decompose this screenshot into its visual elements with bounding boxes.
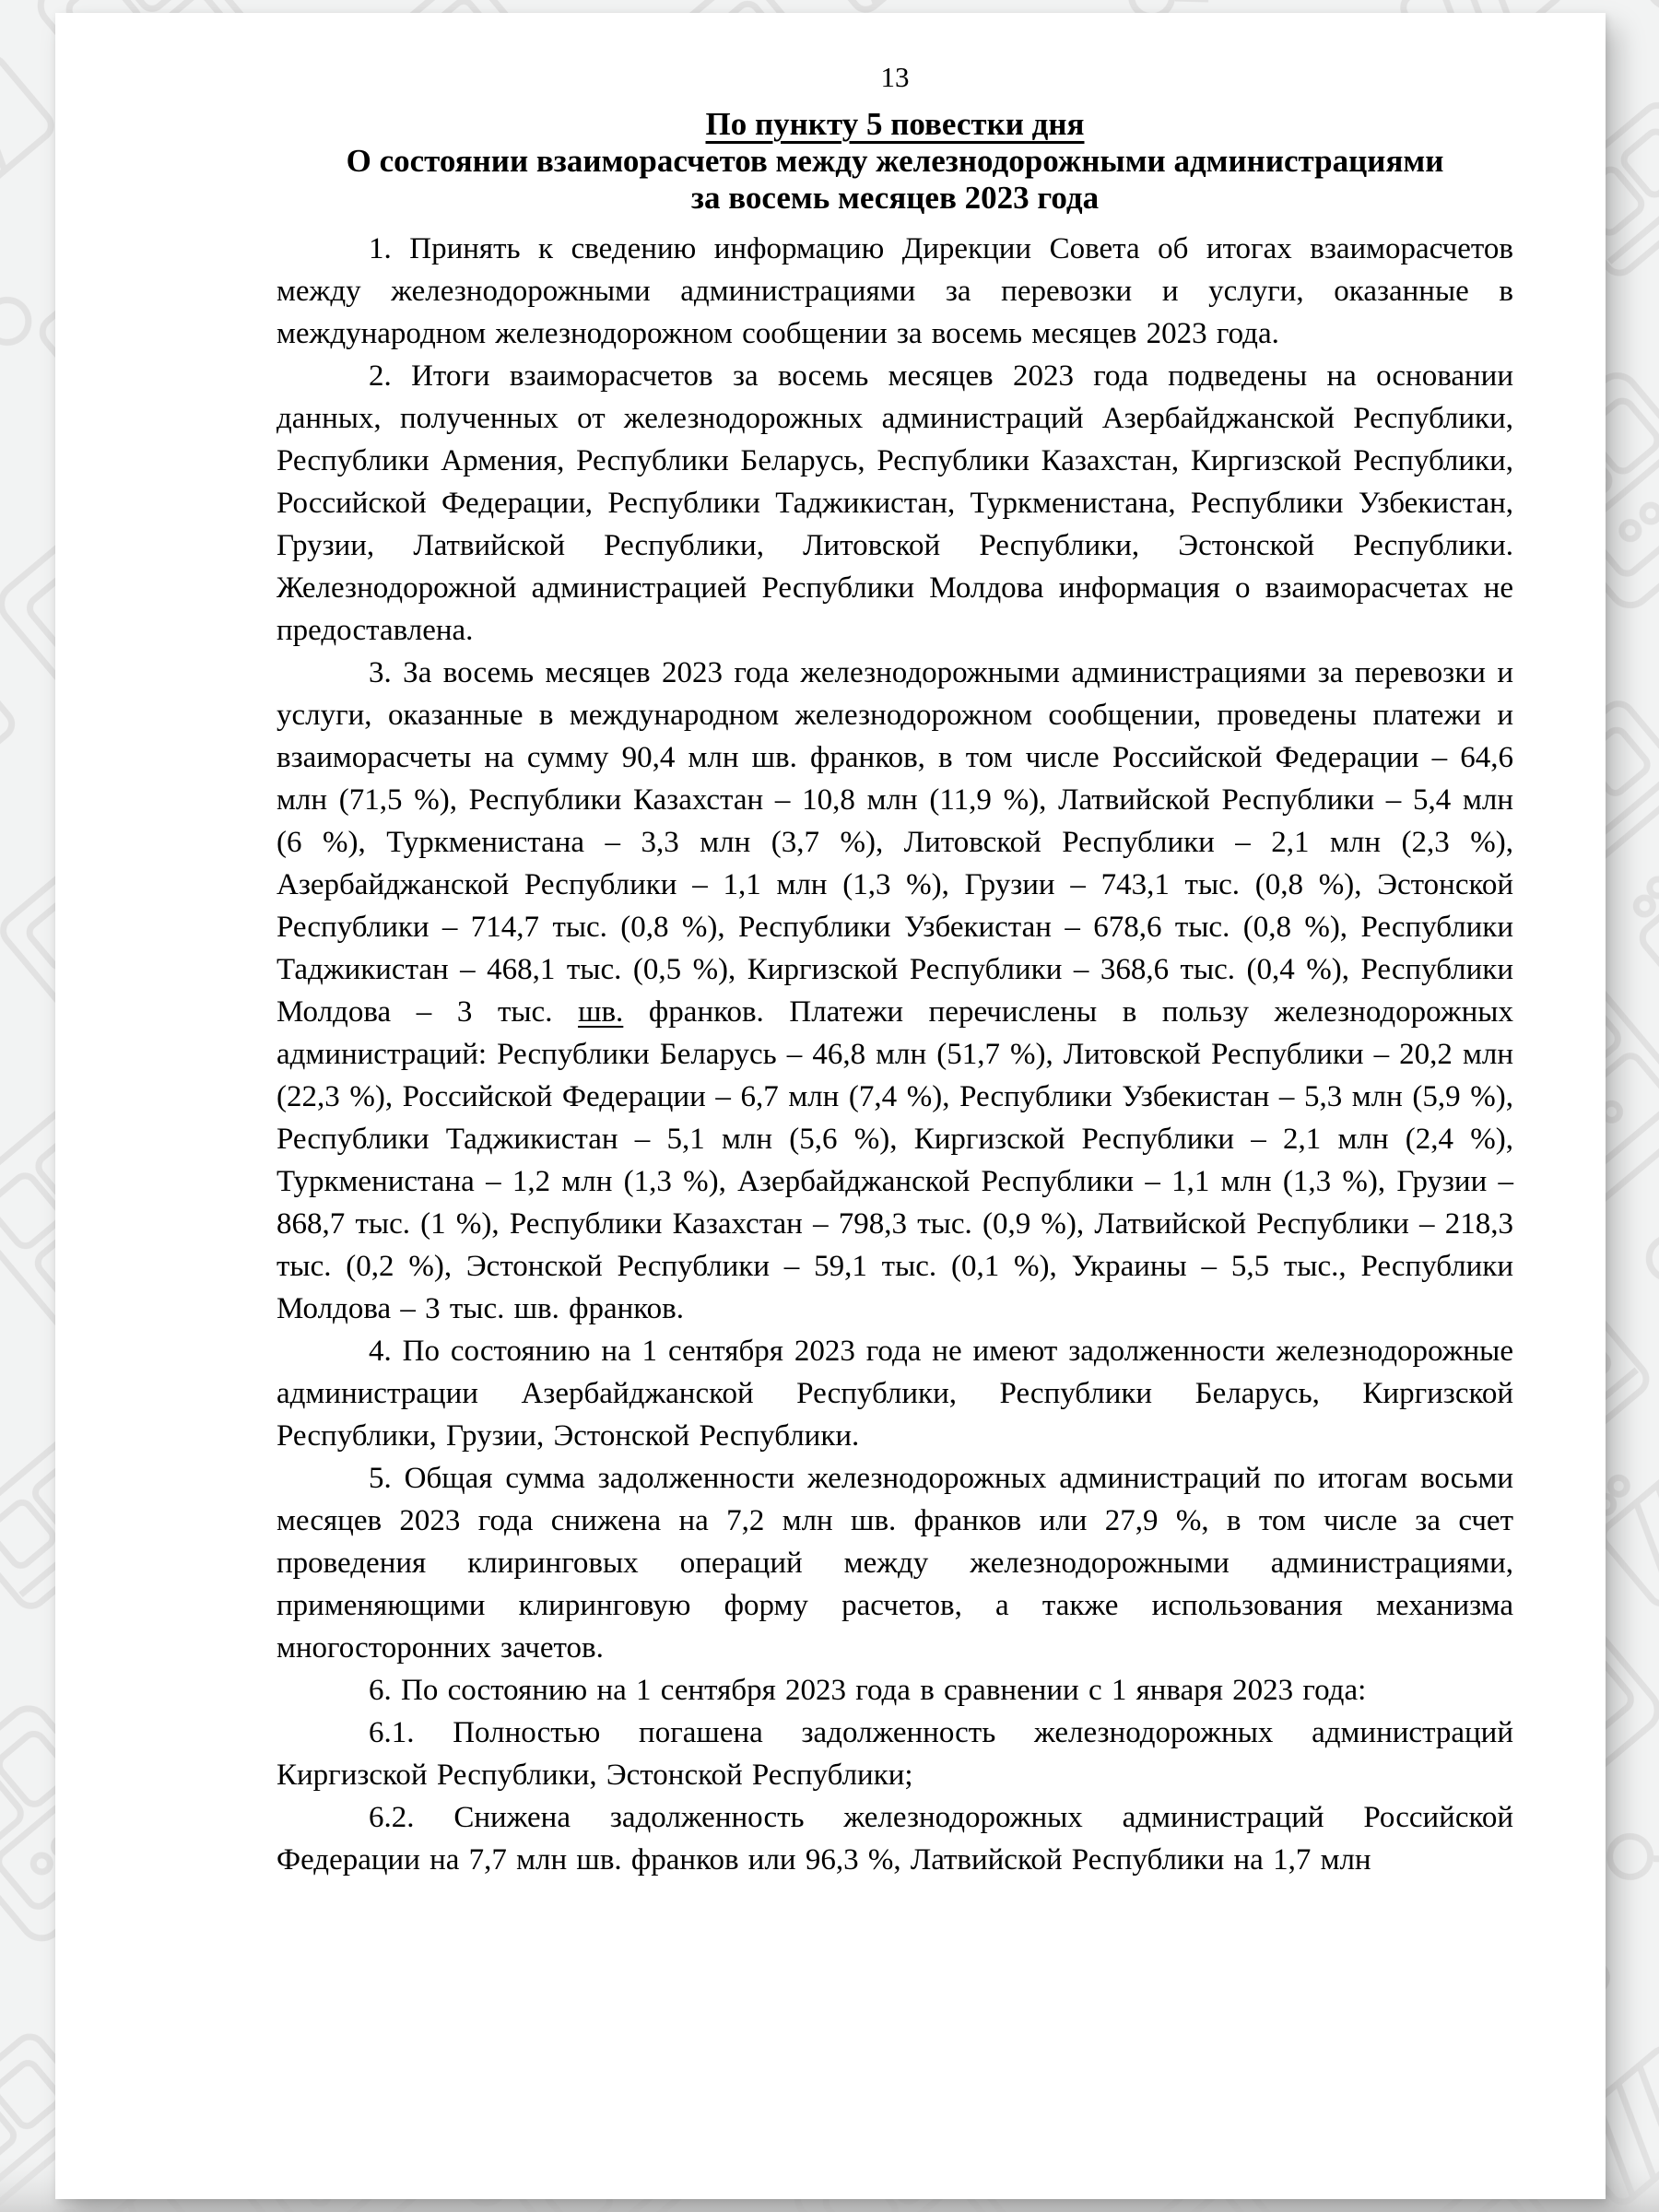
paragraph-3-underlined-abbreviation: шв.: [578, 995, 624, 1029]
document-page: [55, 13, 1606, 2199]
document-body: [276, 228, 1513, 1881]
paragraph-2: 2. Итоги взаиморасчетов за восемь месяцев 2023 года подведены на основании данных, полученных от железнодорожных администраций Азербайджанской Республики, Республики Армения, Республики Беларусь, Республики Казахстан, Киргизской Республики, Российской Федерации, Республики Таджикистан, Туркменистана, Республики Узбекистан, Грузии, Латвийской Республики, Литовской Республики, Эстонской Республики. Железнодорожной администрацией Республики Молдова информация о взаиморасчетах не предоставлена.: [276, 359, 1513, 647]
paragraph-1: 1. Принять к сведению информацию Дирекции Совета об итогах взаиморасчетов между железнодорожными администрациями за перевозки и услуги, оказанные в международном железнодорожном сообщении за восемь месяцев 2023 года.: [276, 232, 1513, 350]
paragraph-6-1: 6.1. Полностью погашена задолженность железнодорожных администраций Киргизской Республики, Эстонской Республики;: [276, 1716, 1513, 1792]
document-title-line2: за восемь месяцев 2023 года: [690, 180, 1100, 216]
paragraph-5: 5. Общая сумма задолженности железнодорожных администраций по итогам восьми месяцев 2023 года снижена на 7,2 млн шв. франков или 27,9 %, в том числе за счет проведения клиринговых операций между железнодорожными администрациями, применяющими клиринговую форму расчетов, а также использования механизма многосторонних зачетов.: [276, 1462, 1513, 1665]
paragraph-4: 4. По состоянию на 1 сентября 2023 года не имеют задолженности железнодорожные администрации Азербайджанской Республики, Республики Беларусь, Киргизской Республики, Грузии, Эстонской Республики.: [276, 1335, 1513, 1453]
paragraph-3: [276, 652, 1513, 1330]
page-content: [276, 13, 1513, 1881]
paragraph-6-2: 6.2. Снижена задолженность железнодорожных администраций Российской Федерации на 7,7 млн шв. франков или 96,3 %, Латвийской Республики на 1,7 млн: [276, 1801, 1513, 1877]
paragraph-6: 6. По состоянию на 1 сентября 2023 года в сравнении с 1 января 2023 года:: [369, 1674, 1367, 1707]
page-number: 13: [880, 61, 910, 93]
document-title-line1: О состоянии взаиморасчетов между железнодорожными администрациями: [346, 143, 1444, 179]
agenda-item-heading: По пункту 5 повестки дня: [705, 106, 1085, 142]
paragraph-3-text-continued: франков. Платежи перечислены в пользу железнодорожных администраций: Республики Беларусь – 46,8 млн (51,7 %), Литовской Республики – 20,2 млн (22,3 %), Российской Федерации – 6,7 млн (7,4 %), Республики Узбекистан – 5,3 млн (5,9 %), Республики Таджикистан – 5,1 млн (5,6 %), Киргизской Республики – 2,1 млн (2,4 %), Туркменистана – 1,2 млн (1,3 %), Азербайджанской Республики – 1,1 млн (1,3 %), Грузии – 868,7 тыс. (1 %), Республики Казахстан – 798,3 тыс. (0,9 %), Латвийской Республики – 218,3 тыс. (0,2 %), Эстонской Республики – 59,1 тыс. (0,1 %), Украины – 5,5 тыс., Республики Молдова – 3 тыс. шв. франков.: [276, 995, 1513, 1325]
paragraph-3-text: 3. За восемь месяцев 2023 года железнодорожными администрациями за перевозки и услуги, оказанные в международном железнодорожном сообщении, проведены платежи и взаиморасчеты на сумму 90,4 млн шв. франков, в том числе Российской Федерации – 64,6 млн (71,5 %), Республики Казахстан – 10,8 млн (11,9 %), Латвийской Республики – 5,4 млн (6 %), Туркменистана – 3,3 млн (3,7 %), Литовской Республики – 2,1 млн (2,3 %), Азербайджанской Республики – 1,1 млн (1,3 %), Грузии – 743,1 тыс. (0,8 %), Эстонской Республики – 714,7 тыс. (0,8 %), Республики Узбекистан – 678,6 тыс. (0,8 %), Республики Таджикистан – 468,1 тыс. (0,5 %), Киргизской Республики – 368,6 тыс. (0,4 %), Республики Молдова – 3 тыс.: [276, 656, 1513, 1029]
